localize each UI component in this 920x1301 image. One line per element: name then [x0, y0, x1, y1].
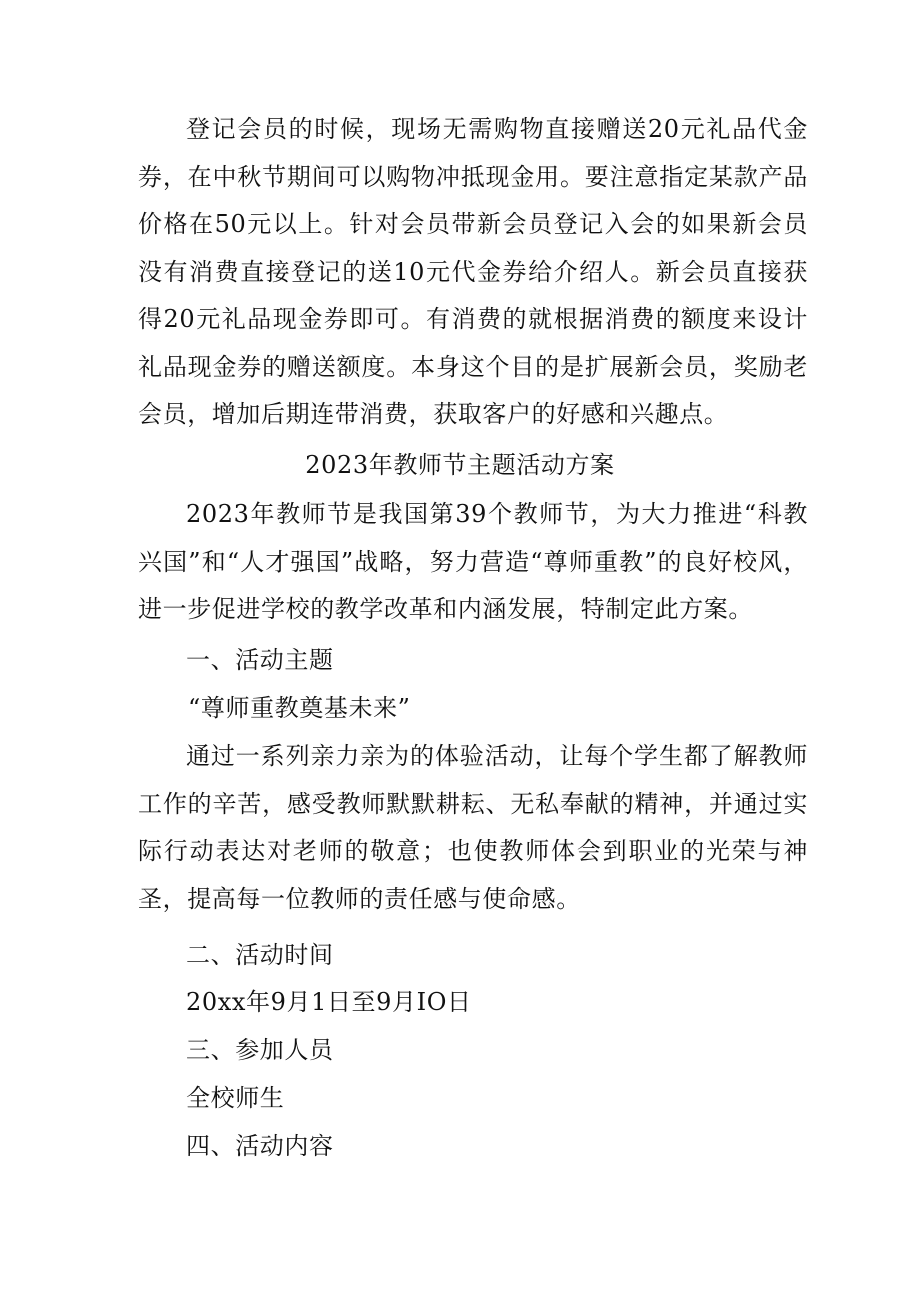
- document-title: 2023年教师节主题活动方案: [305, 451, 615, 479]
- paragraph-purpose: 通过一系列亲力亲为的体验活动，让每个学生都了解教师工作的辛苦，感受教师默默耕耘、无私奉献的精神，并通过实际行动表达对老师的敬意；也使教师体会到职业的光荣与神圣，提高每一位教师的责任感与使命感。: [138, 742, 808, 913]
- paragraph-introduction: 2023年教师节是我国第39个教师节，为大力推进“科教兴国”和“人才强国”战略，努力营造“尊师重教”的良好校风，进一步促进学校的教学改革和内涵发展，特制定此方案。: [138, 500, 808, 623]
- section-heading-time: 二、活动时间: [186, 941, 334, 969]
- participants: 全校师生: [186, 1084, 285, 1112]
- section-heading-content: 四、活动内容: [186, 1132, 334, 1160]
- section-heading-theme: 一、活动主题: [186, 646, 334, 674]
- theme-slogan: “尊师重教奠基未来”: [188, 694, 411, 722]
- activity-time: 20xx年9月1日至9月IO日: [186, 988, 472, 1016]
- paragraph-membership-gift: 登记会员的时候，现场无需购物直接赠送20元礼品代金券，在中秋节期间可以购物冲抵现金用。要注意指定某款产品价格在50元以上。针对会员带新会员登记入会的如果新会员没有消费直接登记的送10元代金券给介绍人。新会员直接获得20元礼品现金券即可。有消费的就根据消费的额度来设计礼品现金券的赠送额度。本身这个目的是扩展新会员，奖励老会员，增加后期连带消费，获取客户的好感和兴趣点。: [138, 115, 808, 428]
- section-heading-participants: 三、参加人员: [186, 1036, 334, 1064]
